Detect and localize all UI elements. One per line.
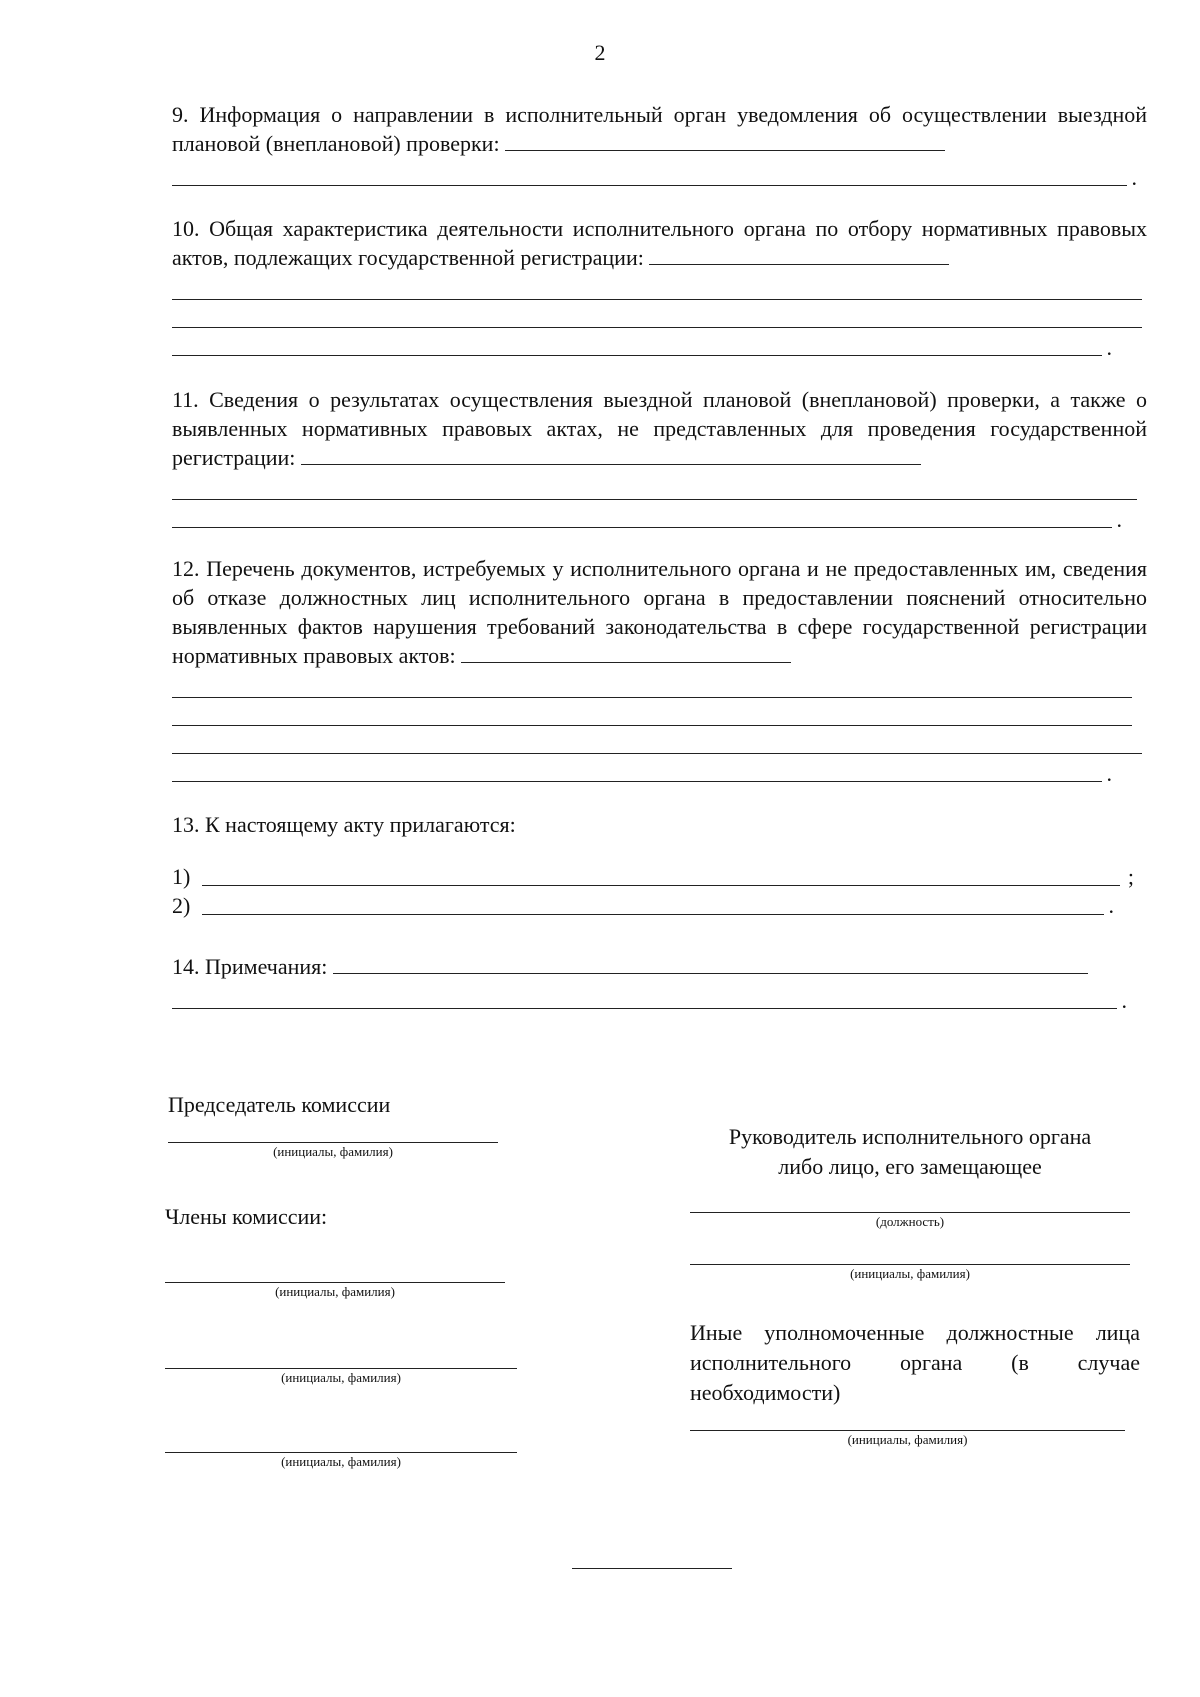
item-9-text: 9. Информация о направлении в исполнительный орган уведомления об осуществлении выездной плановой (внеплановой) проверки:	[172, 102, 1147, 156]
head-signature-block	[690, 1122, 1130, 1282]
others-caption: (инициалы, фамилия)	[847, 1432, 968, 1447]
member-caption: (инициалы, фамилия)	[275, 1284, 395, 1299]
chair-signature-block	[168, 1090, 498, 1160]
attachment-number: 2)	[172, 893, 191, 918]
item-12-blank-tail[interactable]	[461, 658, 791, 663]
period: .	[1108, 893, 1114, 918]
others-signature-block	[690, 1318, 1140, 1448]
item-11-text: 11. Сведения о результатах осуществления выездной плановой (внеплановой) проверки, а также о выявленных нормативных правовых актах, не представленных для проведения государственной регистрации:	[172, 387, 1147, 470]
item-10-blank-line[interactable]	[172, 272, 1142, 300]
attachment-number: 1)	[172, 864, 191, 889]
item-10-text: 10. Общая характеристика деятельности исполнительного органа по отбору нормативных правовых актов, подлежащих государственной регистрации:	[172, 216, 1147, 270]
member-caption: (инициалы, фамилия)	[281, 1454, 401, 1469]
item-13-text: 13. К настоящему акту прилагаются:	[172, 812, 516, 837]
head-title-line1: Руководитель исполнительного органа	[728, 1124, 1092, 1149]
member-signature-3	[165, 1430, 517, 1470]
item-14	[172, 952, 1147, 1009]
attachment-1-blank[interactable]	[202, 885, 1120, 886]
head-signature-line[interactable]	[690, 1242, 1130, 1265]
member-signature-line[interactable]	[165, 1260, 505, 1283]
item-9-blank-tail[interactable]	[505, 146, 945, 151]
item-11-blank-line[interactable]	[172, 500, 1112, 528]
members-title-block	[165, 1202, 505, 1232]
end-divider	[572, 1568, 732, 1569]
member-signature-2	[165, 1346, 517, 1386]
member-signature-line[interactable]	[165, 1430, 517, 1453]
item-11	[172, 385, 1147, 528]
page-number: 2	[594, 40, 606, 65]
item-12-blank-line[interactable]	[172, 754, 1102, 782]
head-title-line2: либо лицо, его замещающее	[778, 1154, 1042, 1179]
item-9-blank-line[interactable]	[172, 158, 1127, 186]
head-caption: (инициалы, фамилия)	[850, 1266, 970, 1281]
item-14-blank-tail[interactable]	[333, 969, 1088, 974]
item-9	[172, 100, 1147, 186]
item-12-blank-line[interactable]	[172, 726, 1142, 754]
members-title: Члены комиссии:	[165, 1204, 328, 1229]
item-12	[172, 554, 1147, 782]
item-12-blank-line[interactable]	[172, 698, 1132, 726]
item-11-blank-tail[interactable]	[301, 460, 921, 465]
attachment-2-blank[interactable]	[202, 914, 1104, 915]
position-caption: (должность)	[875, 1214, 945, 1229]
others-title: Иные уполномоченные должностные лица исполнительного органа (в случае необходимости)	[690, 1320, 1140, 1405]
member-signature-1	[165, 1260, 505, 1300]
item-10-blank-tail[interactable]	[649, 260, 949, 265]
semicolon: ;	[1127, 864, 1134, 889]
item-10	[172, 214, 1147, 356]
item-11-blank-line[interactable]	[172, 472, 1137, 500]
member-caption: (инициалы, фамилия)	[281, 1370, 401, 1385]
item-14-text: 14. Примечания:	[172, 952, 1147, 981]
item-10-blank-line[interactable]	[172, 300, 1142, 328]
item-12-blank-line[interactable]	[172, 670, 1132, 698]
attachment-2	[172, 890, 1114, 919]
attachment-1	[172, 861, 1134, 890]
item-13	[172, 810, 1147, 919]
item-12-text: 12. Перечень документов, истребуемых у исполнительного органа и не предоставленных им, сведения об отказе должностных лиц исполнительного органа в предоставлении пояснений относительно выявленных фактов нарушения требований законодательства в сфере государственной регистрации нормативных правовых актов:	[172, 556, 1147, 668]
position-signature-line[interactable]	[690, 1190, 1130, 1213]
others-signature-line[interactable]	[690, 1408, 1125, 1431]
chair-title: Председатель комиссии	[168, 1092, 391, 1117]
item-14-blank-line[interactable]	[172, 981, 1117, 1009]
chair-signature-line[interactable]	[168, 1120, 498, 1143]
member-signature-line[interactable]	[165, 1346, 517, 1369]
item-10-blank-line[interactable]	[172, 328, 1102, 356]
chair-caption: (инициалы, фамилия)	[273, 1144, 393, 1159]
